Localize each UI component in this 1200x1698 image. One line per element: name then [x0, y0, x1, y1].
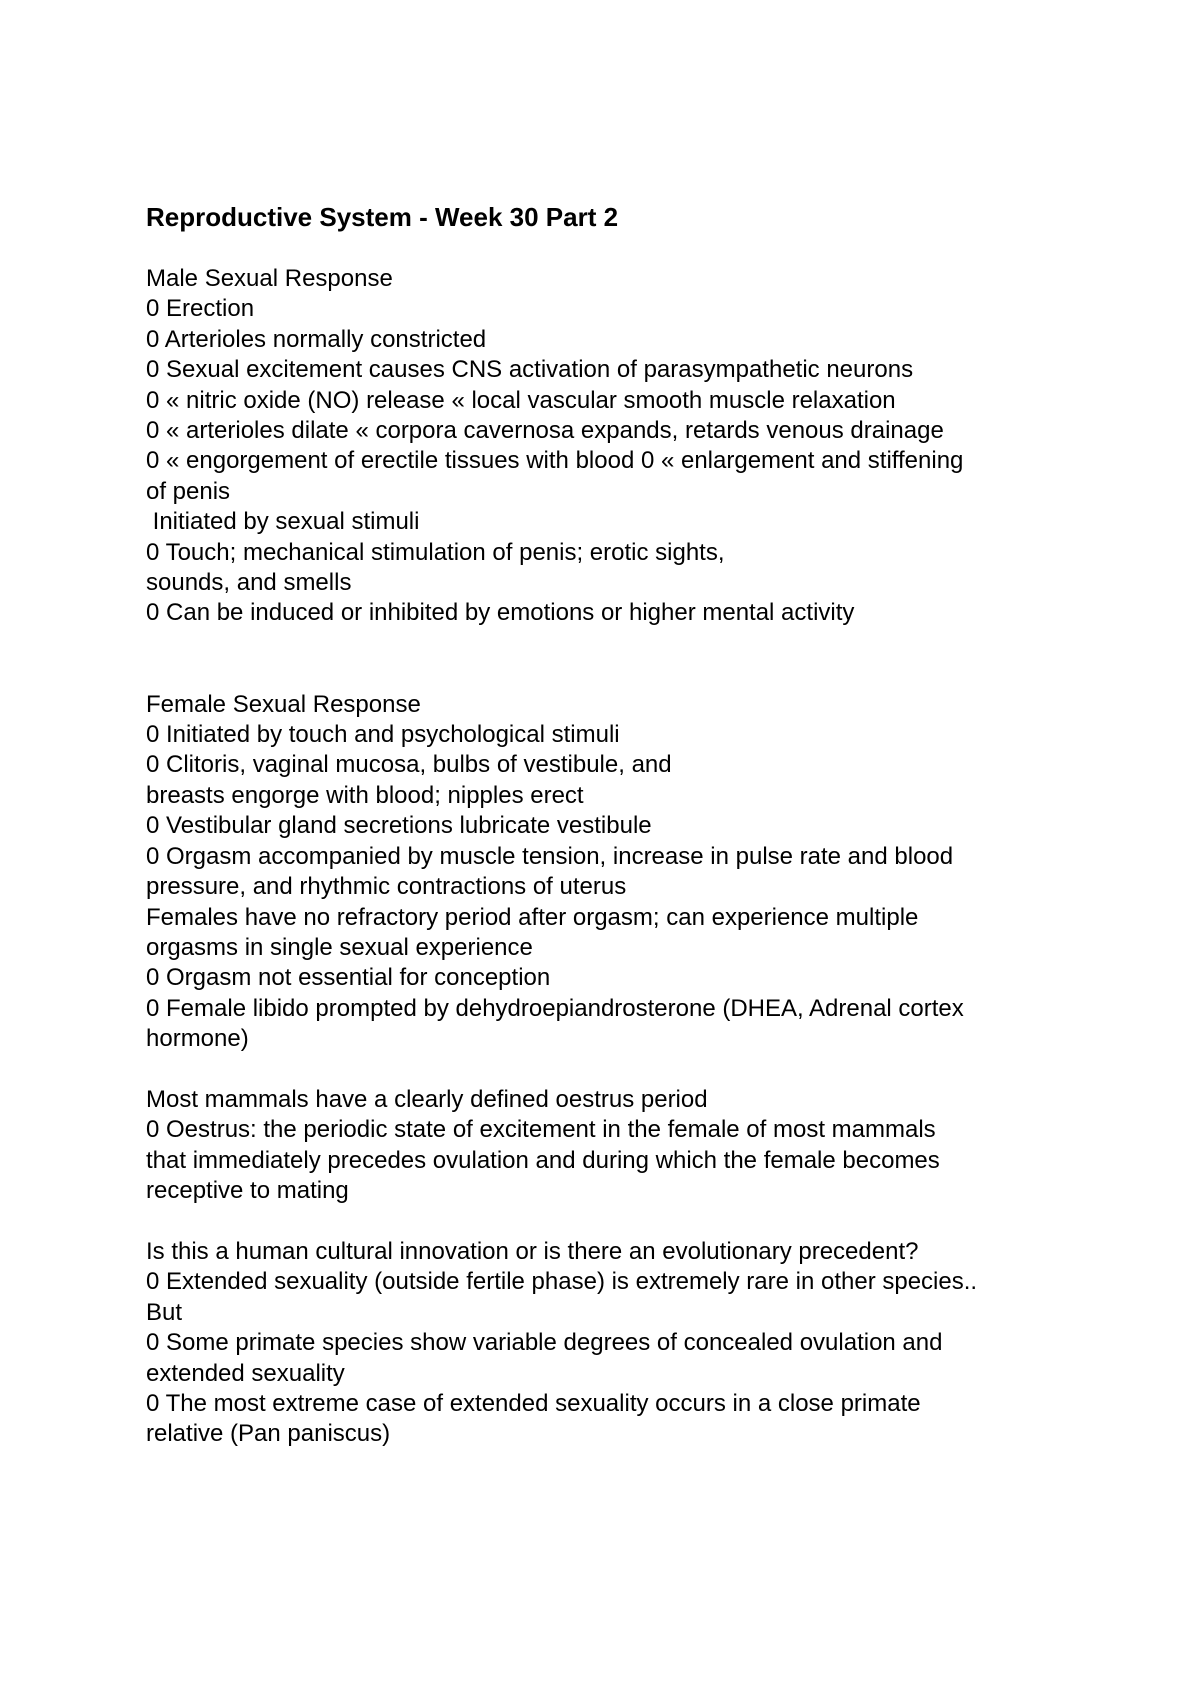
list-item: 0 « nitric oxide (NO) release « local vascular smooth muscle relaxation	[146, 386, 896, 414]
list-item-continuation: of penis	[146, 477, 231, 505]
list-item: 0 Can be induced or inhibited by emotions or higher mental activity	[146, 599, 855, 627]
list-item-continuation: extended sexuality	[146, 1359, 345, 1387]
list-item: 0 Clitoris, vaginal mucosa, bulbs of vestibule, and	[146, 751, 672, 779]
document-title: Reproductive System - Week 30 Part 2	[146, 202, 619, 232]
list-item-continuation: receptive to mating	[146, 1177, 349, 1205]
list-item: Females have no refractory period after orgasm; can experience multiple	[146, 903, 919, 931]
male-sexual-response-section	[146, 264, 1096, 629]
list-item: 0 Arterioles normally constricted	[146, 325, 487, 353]
female-sexual-response-section	[146, 690, 1096, 1055]
list-item: 0 Extended sexuality (outside fertile phase) is extremely rare in other species..	[146, 1268, 978, 1296]
list-item: 0 The most extreme case of extended sexuality occurs in a close primate	[146, 1389, 921, 1417]
list-item: Initiated by sexual stimuli	[146, 508, 420, 536]
section-heading: Is this a human cultural innovation or is there an evolutionary precedent?	[146, 1237, 919, 1265]
evolution-section	[146, 1237, 1096, 1450]
list-item: 0 Female libido prompted by dehydroepiandrosterone (DHEA, Adrenal cortex	[146, 994, 964, 1022]
list-item: 0 Some primate species show variable degrees of concealed ovulation and	[146, 1329, 943, 1357]
section-heading: Most mammals have a clearly defined oestrus period	[146, 1085, 708, 1113]
list-item: 0 Erection	[146, 295, 255, 323]
list-item-continuation: relative (Pan paniscus)	[146, 1420, 391, 1448]
document-page	[146, 202, 1096, 1450]
list-item: 0 Vestibular gland secretions lubricate vestibule	[146, 812, 652, 840]
paragraph-spacer	[146, 1055, 1096, 1085]
list-item-continuation: sounds, and smells	[146, 569, 352, 597]
list-item: 0 « arterioles dilate « corpora cavernosa expands, retards venous drainage	[146, 417, 944, 445]
list-item: 0 « engorgement of erectile tissues with blood 0 « enlargement and stiffening	[146, 447, 964, 475]
list-item: 0 Orgasm accompanied by muscle tension, increase in pulse rate and blood	[146, 842, 954, 870]
list-item: 0 Sexual excitement causes CNS activation of parasympathetic neurons	[146, 356, 914, 384]
section-heading: Female Sexual Response	[146, 690, 421, 718]
paragraph-spacer	[146, 1207, 1096, 1237]
section-heading: Male Sexual Response	[146, 265, 393, 292]
list-item-continuation: pressure, and rhythmic contractions of uterus	[146, 873, 627, 901]
list-item: 0 Touch; mechanical stimulation of penis; erotic sights,	[146, 538, 725, 566]
paragraph-spacer	[146, 629, 1096, 690]
list-item: 0 Orgasm not essential for conception	[146, 964, 551, 992]
list-item-continuation: that immediately precedes ovulation and during which the female becomes	[146, 1146, 940, 1174]
list-item: 0 Oestrus: the periodic state of excitement in the female of most mammals	[146, 1116, 936, 1144]
list-item-continuation: orgasms in single sexual experience	[146, 933, 533, 961]
list-item: 0 Initiated by touch and psychological stimuli	[146, 721, 620, 749]
list-item-continuation: breasts engorge with blood; nipples erect	[146, 781, 584, 809]
oestrus-section	[146, 1085, 1096, 1207]
list-item-continuation: But	[146, 1298, 183, 1326]
list-item-continuation: hormone)	[146, 1025, 249, 1053]
